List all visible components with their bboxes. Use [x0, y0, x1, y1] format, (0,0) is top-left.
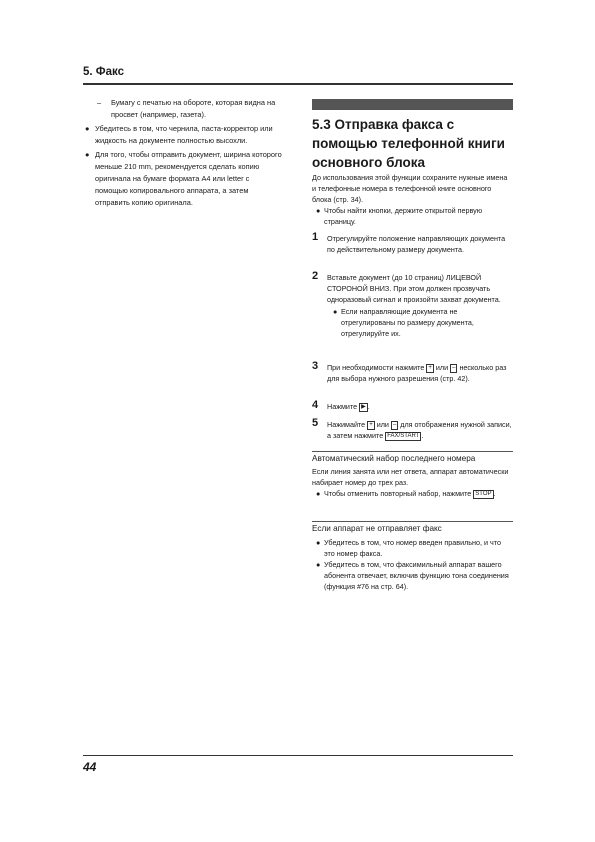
subsection-divider [312, 521, 513, 522]
subsection-divider [312, 451, 513, 452]
redial-bullet: ● Чтобы отменить повторный набор, нажмите STOP . [316, 489, 496, 498]
page-number: 44 [83, 760, 97, 774]
section-intro [312, 172, 512, 227]
plus-key-icon: + [428, 365, 432, 371]
intro-text: До использования этой функции сохраните нужные имена и телефонные номера в телефонной книге основного блока (стр. 34). [312, 173, 508, 204]
list-item [83, 149, 283, 209]
minus-key-icon: – [452, 365, 456, 371]
step-sub-bullet [327, 306, 512, 339]
bullet-marker: ● [316, 489, 321, 498]
step-number: 3 [312, 360, 319, 372]
redial-body [312, 466, 512, 499]
step-number: 2 [312, 270, 319, 282]
sub-bullet-text: Если направляющие документа не отрегулированы по размеру документа, отрегулируйте их. [341, 307, 474, 338]
step-3 [312, 362, 512, 384]
bullet-marker: ● [316, 206, 321, 215]
step-text: Нажмите ▶ . [327, 402, 370, 411]
list-item-text: Бумагу с печатью на обороте, которая видна на просвет (например, газета). [111, 98, 276, 119]
intro-bullet-text: Чтобы найти кнопки, держите открытой первую страницу. [324, 206, 483, 226]
header-divider [83, 83, 513, 85]
step-text: Вставьте документ (до 10 страниц) ЛИЦЕВОЙ СТОРОНОЙ ВНИЗ. При этом должен прозвучать одноразовый сигнал и произойти захват документа. [327, 273, 501, 304]
step-1 [312, 233, 512, 255]
list-item-text: Для того, чтобы отправить документ, ширина которого меньше 210 mm, рекомендуется сделать копию оригинала на бумаге формата A4 или letter с помощью копировального аппарата, а затем отправить копию оригинала. [95, 150, 282, 207]
bullet-marker: ● [316, 538, 321, 547]
section-title: 5.3 Отправка факса с помощью телефонной книги основного блока [312, 117, 505, 170]
trouble-bullet: ● Убедитесь в том, что факсимильный аппарат вашего абонента отвечает, включив функцию тона соединения (функция #76 на стр. 64). [316, 560, 509, 591]
trouble-heading: Если аппарат не отправляет факс [312, 524, 442, 533]
step-2 [312, 272, 512, 339]
step-text: Нажимайте + или – для отображения нужной записи, а затем нажмите FAX/START . [327, 420, 512, 440]
minus-key-icon: – [392, 422, 397, 428]
list-item-text: Убедитесь в том, что чернила, паста-корректор или жидкость на документе полностью высохли. [95, 124, 273, 145]
trouble-bullet: ● Убедитесь в том, что номер введен правильно, и что это номер факса. [316, 538, 501, 558]
intro-bullet [312, 205, 512, 227]
redial-text: Если линия занята или нет ответа, аппарат автоматически набирает номер до трех раз. [312, 467, 509, 487]
bullet-marker: ● [333, 307, 338, 316]
step-text: При необходимости нажмите + или – несколько раз для выбора нужного разрешения (стр. 42). [327, 363, 507, 383]
redial-heading: Автоматический набор последнего номера [312, 454, 476, 463]
bullet-marker: ● [85, 150, 90, 159]
bullet-marker: ● [85, 124, 90, 133]
section-bar [312, 99, 513, 110]
bullet-marker: ● [316, 560, 321, 569]
step-4 [312, 401, 512, 412]
stop-key-icon: STOP [475, 491, 492, 497]
list-item [83, 123, 283, 147]
trouble-body [312, 537, 512, 592]
dash-marker: – [97, 98, 102, 107]
list-item [83, 97, 283, 121]
step-number: 4 [312, 399, 319, 411]
step-5 [312, 419, 512, 441]
plus-key-icon: + [369, 422, 373, 428]
step-number: 1 [312, 231, 319, 243]
footer-divider [83, 755, 513, 756]
step-number: 5 [312, 417, 319, 429]
fax-start-key-icon: FAX/START [387, 433, 420, 439]
right-arrow-key-icon: ▶ [361, 404, 366, 410]
chapter-header: 5. Факс [83, 66, 124, 78]
step-text: Отрегулируйте положение направляющих документа по действительному размеру документа. [327, 234, 506, 254]
left-column [83, 97, 283, 211]
